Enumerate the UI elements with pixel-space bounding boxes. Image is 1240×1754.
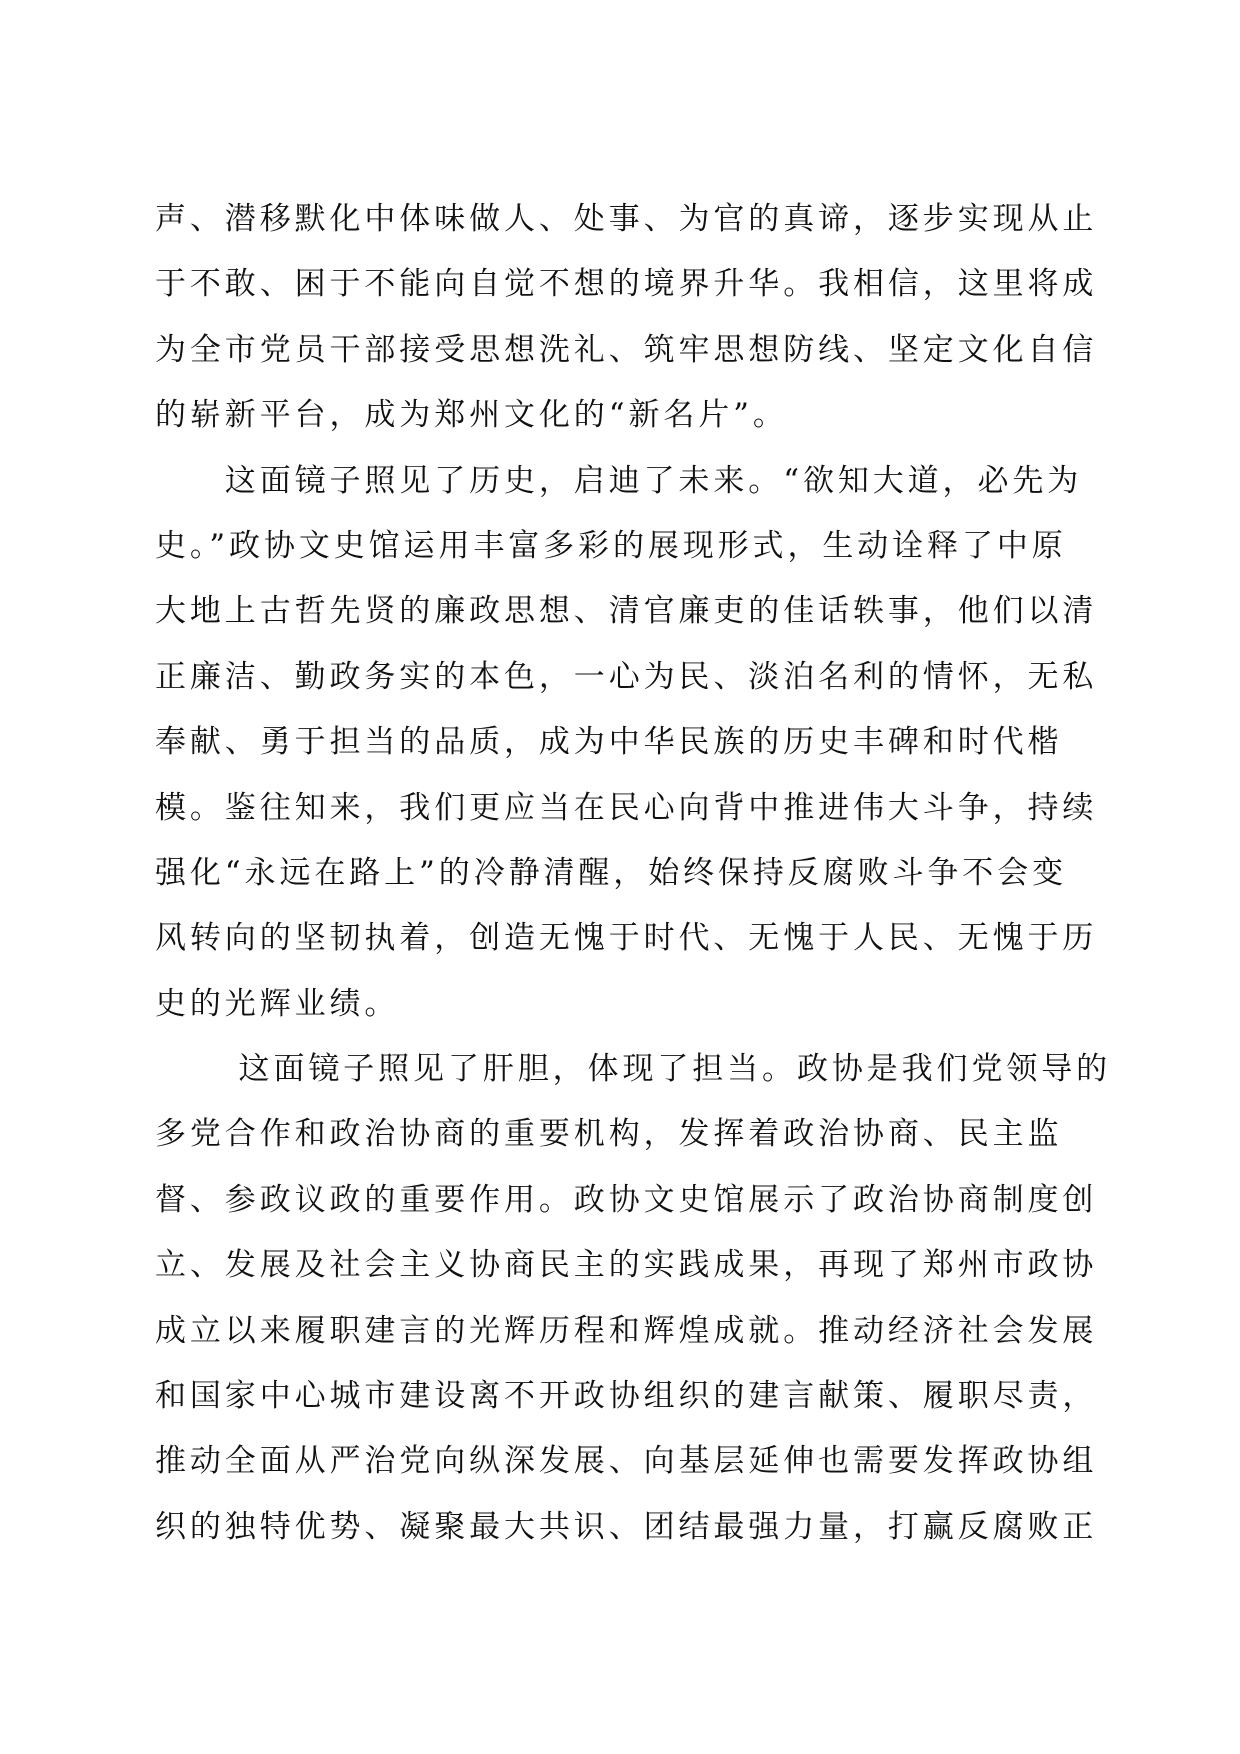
text-line: 多党合作和政治协商的重要机构，发挥着政治协商、民主监 xyxy=(155,1116,1063,1153)
text-line: 这面镜子照见了历史，启迪了未来。“欲知大道，必先为 xyxy=(155,462,1083,499)
text-line: 于不敢、困于不能向自觉不想的境界升华。我相信，这里将成 xyxy=(155,266,1098,303)
text-line: 督、参政议政的重要作用。政协文史馆展示了政治协商制度创 xyxy=(155,1181,1098,1218)
text-line: 大地上古哲先贤的廉政思想、清官廉吏的佳话轶事，他们以清 xyxy=(155,593,1098,630)
text-line: 和国家中心城市建设离不开政协组织的建言献策、履职尽责， xyxy=(155,1378,1098,1415)
text-line: 的崭新平台，成为郑州文化的“新名片”。 xyxy=(155,397,788,434)
text-line: 织的独特优势、凝聚最大共识、团结最强力量，打赢反腐败正 xyxy=(155,1508,1098,1545)
text-line: 奉献、勇于担当的品质，成为中华民族的历史丰碑和时代楷 xyxy=(155,724,1063,761)
text-line: 为全市党员干部接受思想洗礼、筑牢思想防线、坚定文化自信 xyxy=(155,331,1098,368)
text-line: 声、潜移默化中体味做人、处事、为官的真谛，逐步实现从止 xyxy=(155,201,1098,237)
text-line: 强化“永远在路上”的冷静清醒，始终保持反腐败斗争不会变 xyxy=(155,854,1067,891)
text-line: 风转向的坚韧执着，创造无愧于时代、无愧于人民、无愧于历 xyxy=(155,920,1098,957)
body-text xyxy=(155,187,1112,1560)
text-line: 正廉洁、勤政务实的本色，一心为民、淡泊名利的情怀，无私 xyxy=(155,658,1098,695)
text-line: 这面镜子照见了肝胆，体现了担当。政协是我们党领导的 xyxy=(155,1051,1112,1088)
text-line: 史的光辉业绩。 xyxy=(155,985,400,1022)
text-line: 立、发展及社会主义协商民主的实践成果，再现了郑州市政协 xyxy=(155,1247,1098,1284)
text-line: 成立以来履职建言的光辉历程和辉煌成就。推动经济社会发展 xyxy=(155,1312,1098,1349)
text-line: 模。鉴往知来，我们更应当在民心向背中推进伟大斗争，持续 xyxy=(155,789,1098,826)
text-line: 史。”政协文史馆运用丰富多彩的展现形式，生动诠释了中原 xyxy=(155,527,1067,564)
text-line: 推动全面从严治党向纵深发展、向基层延伸也需要发挥政协组 xyxy=(155,1443,1098,1480)
